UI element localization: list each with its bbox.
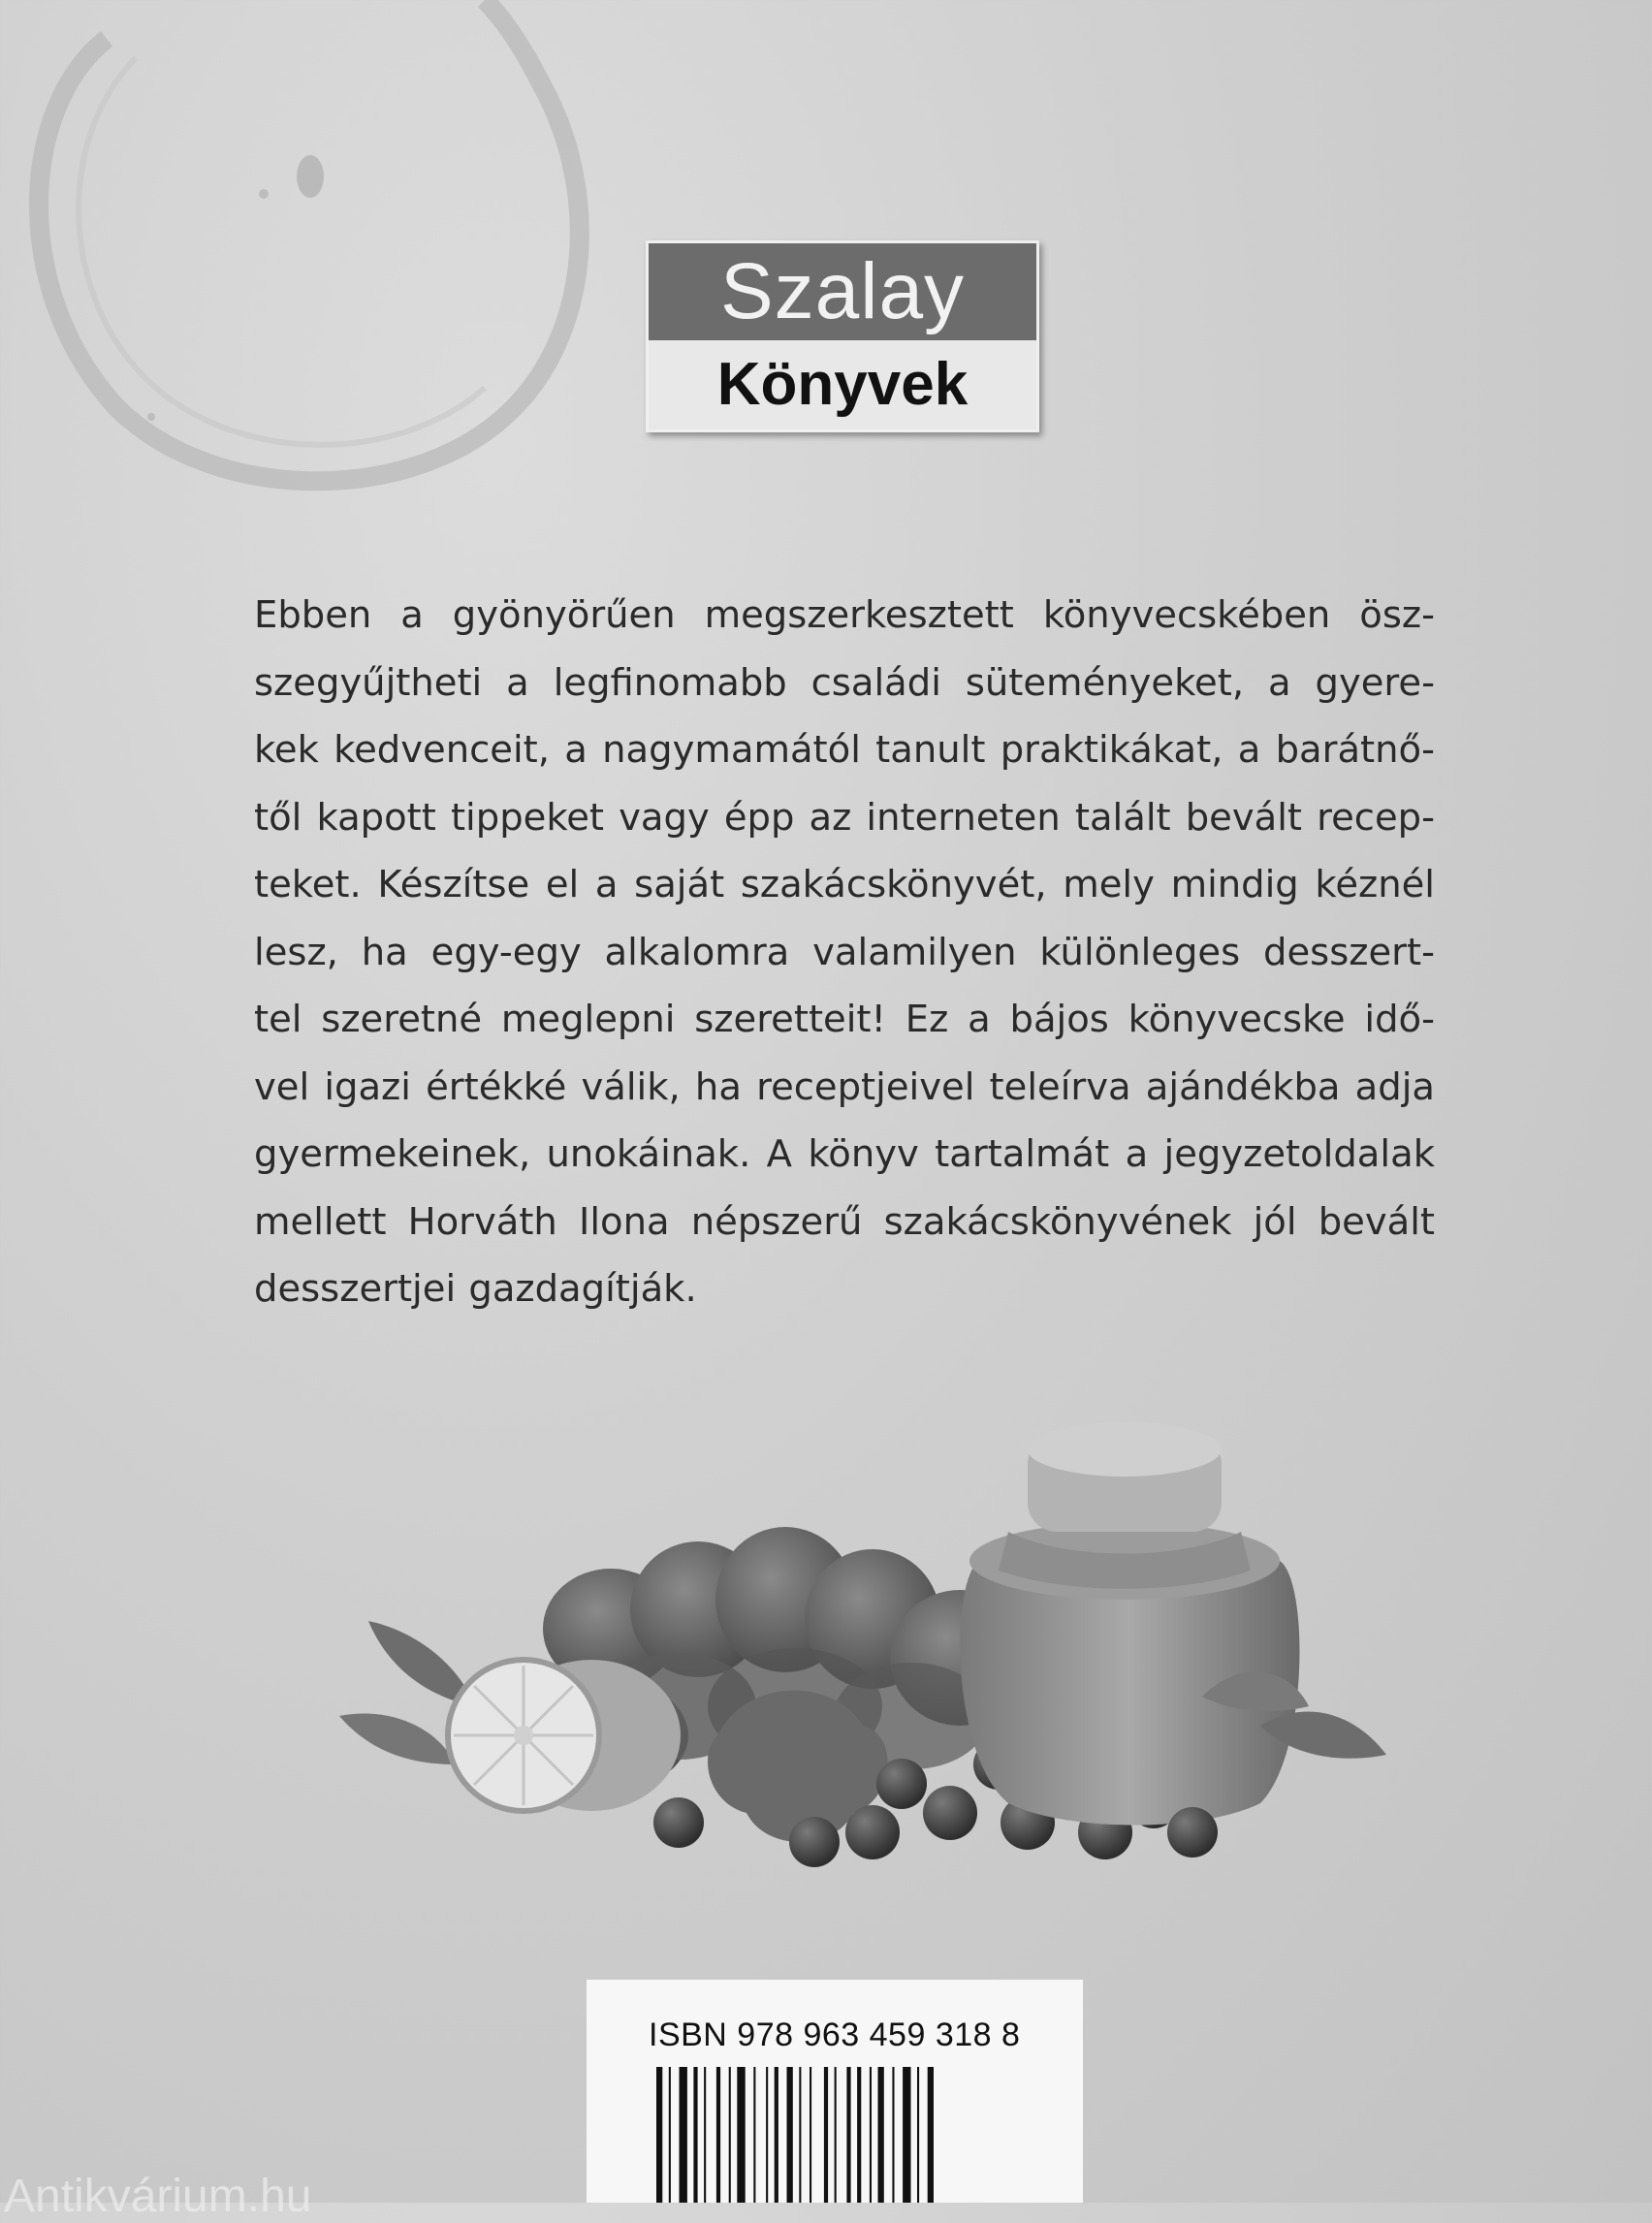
book-description — [254, 582, 1435, 1323]
isbn-number: ISBN 978 963 459 318 8 — [649, 2017, 1021, 2053]
description-line: desszertjei gazdagítják. — [254, 1267, 697, 1311]
pastry-fruit-jar-illustration — [330, 1415, 1415, 1881]
watermark: Antikvárium.hu — [4, 2171, 312, 2222]
leaf-icon — [339, 1713, 456, 1764]
description-line: gyermekeinek, unokáinak. A könyv tartalmát a jegyzetoldalak — [254, 1132, 1435, 1176]
isbn-barcode-block — [587, 1980, 1083, 2203]
description-line: teket. Készítse el a saját szakácskönyvét, mely mindig kéznél — [254, 863, 1435, 906]
publisher-name-line1: Szalay — [649, 243, 1036, 340]
coffee-ring-stain — [0, 0, 601, 524]
barcode-icon — [656, 2067, 1025, 2203]
description-line: vel igazi értékké válik, ha receptjeivel teleírva ajándékba adja — [254, 1064, 1435, 1109]
description-line: lesz, ha egy-egy alkalomra valamilyen különleges desszert- — [254, 930, 1435, 974]
description-line: kek kedvenceit, a nagymamától tanult praktikákat, a barátnő- — [254, 728, 1435, 772]
description-line: től kapott tippeket vagy épp az interneten talált bevált recep- — [254, 795, 1435, 840]
description-line: tel szeretné meglepni szeretteit! Ez a bájos könyvecske idő- — [254, 998, 1435, 1041]
description-line: mellett Horváth Ilona népszerű szakácskönyvének jól bevált — [254, 1199, 1435, 1244]
publisher-name-line2: Könyvek — [649, 340, 1036, 429]
description-line: szegyűjtheti a legfinomabb családi süteményeket, a gyere- — [254, 660, 1435, 705]
publisher-logo — [646, 240, 1039, 432]
description-line: Ebben a gyönyörűen megszerkesztett könyvecskében ösz- — [254, 593, 1435, 637]
